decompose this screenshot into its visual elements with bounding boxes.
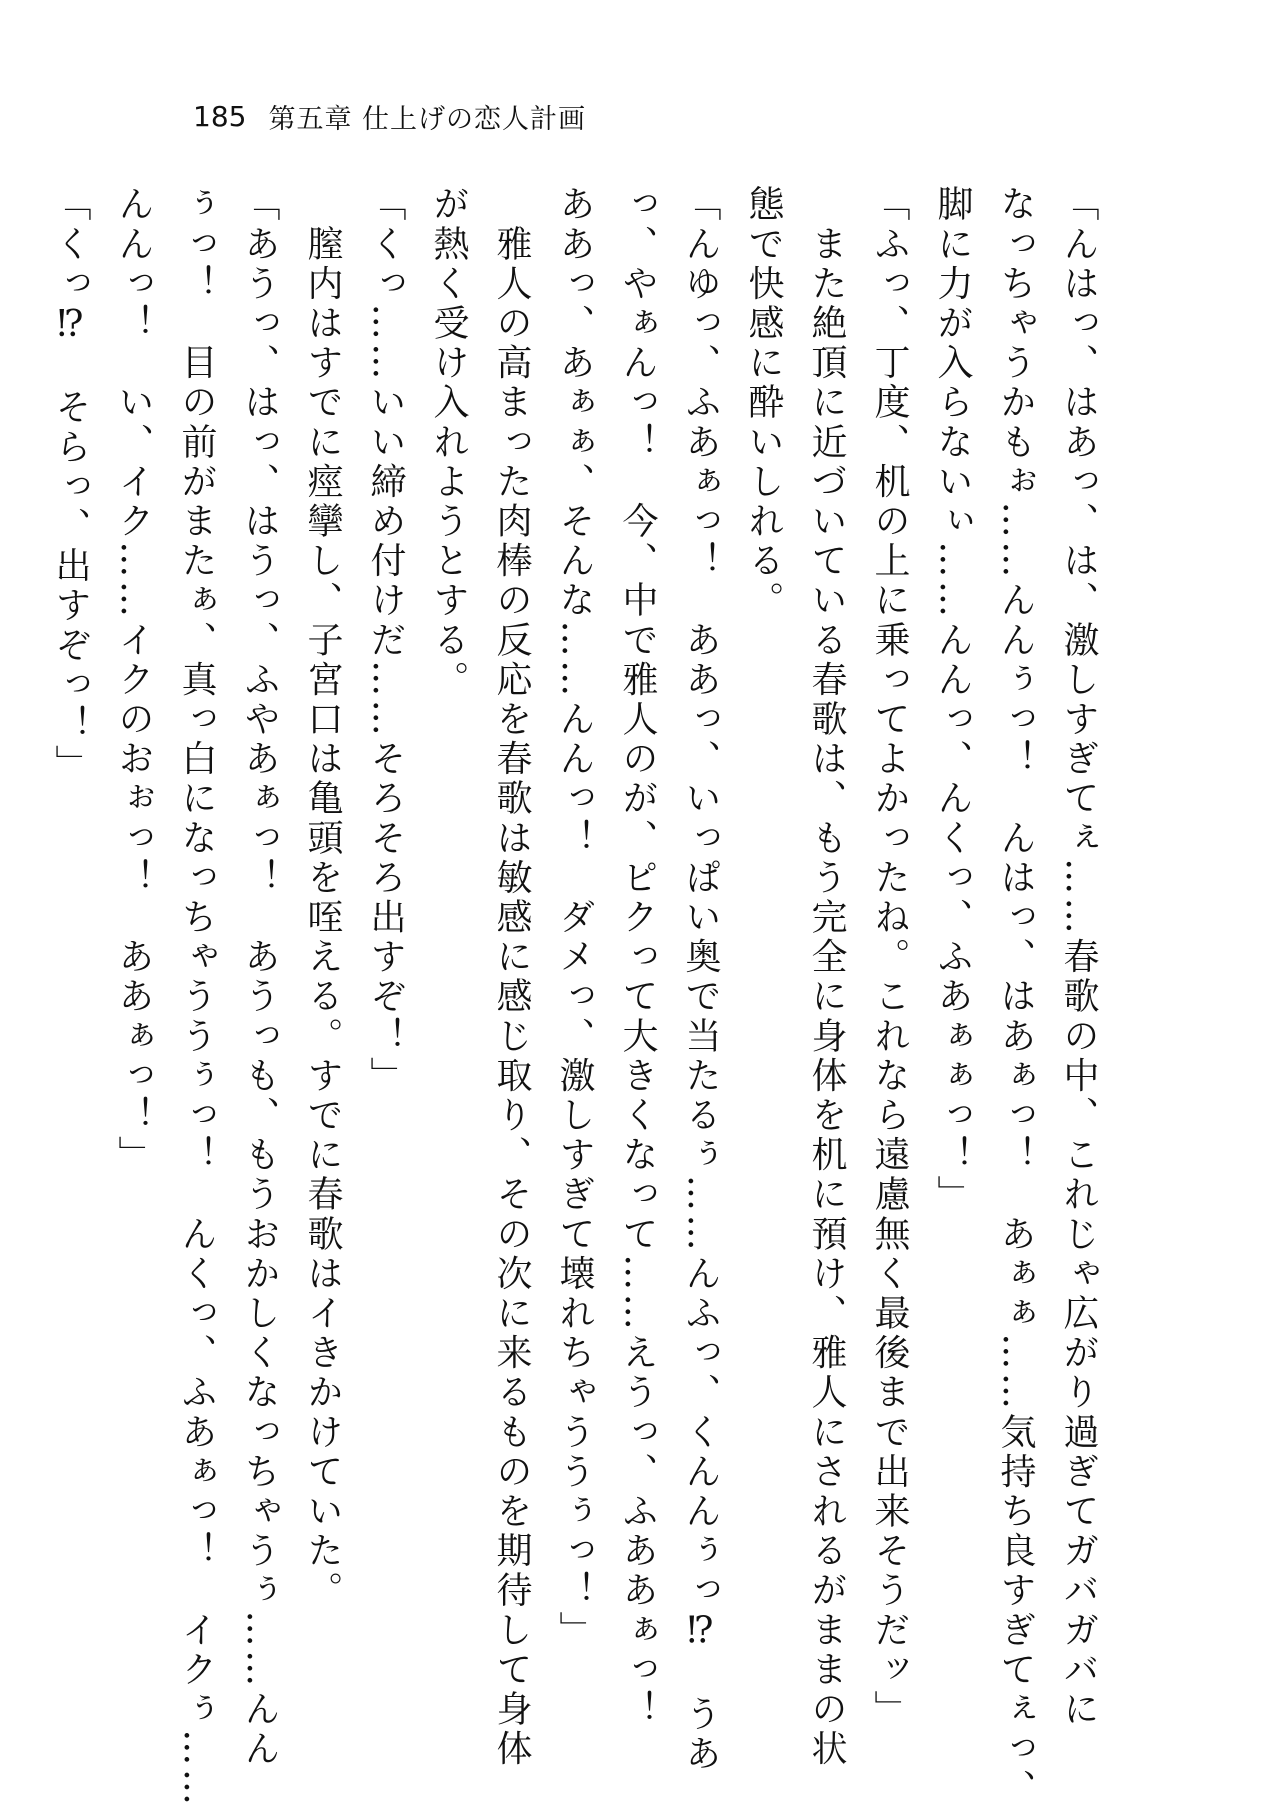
text-line: 脚に力が入らないぃ……んんっ、んくっ、ふあぁぁっ！」 <box>932 185 973 1215</box>
text-line: が熱く受け入れようとする。 <box>428 185 469 700</box>
text-line: ああっ、あぁぁ、そんな……んんっ！ ダメっ、激しすぎて壊れちゃううぅっ！」 <box>554 185 595 1651</box>
chapter-title: 第五章 仕上げの恋人計画 <box>268 103 587 135</box>
text-line: 膣内はすでに痙攣し、子宮口は亀頭を咥える。すでに春歌はイきかけていた。 <box>302 185 343 1611</box>
text-line: 「んはっ、はあっ、は、激しすぎてぇ……春歌の中、これじゃ広がり過ぎてガバガバに <box>1058 185 1099 1730</box>
text-line: 「んゆっ、ふあぁっ！ ああっ、いっぱい奥で当たるぅ……んふっ、くんんぅっ⁉ うあ <box>680 185 721 1774</box>
text-line: 態で快感に酔いしれる。 <box>743 185 784 621</box>
text-line: 雅人の高まった肉棒の反応を春歌は敏感に感じ取り、その次に来るものを期待して身体 <box>491 185 532 1769</box>
text-line: なっちゃうかもぉ……んんぅっ！ んはっ、はあぁっ！ あぁぁ……気持ち良すぎてぇっ、 <box>995 185 1036 1809</box>
page-number: 185 <box>193 99 247 133</box>
text-line: んんっ！ い、イク……イクのおぉっ！ ああぁっ！」 <box>113 185 154 1175</box>
body-text <box>50 185 1110 1809</box>
text-line: 「くっ……いい締め付けだ……そろそろ出すぞ！」 <box>365 185 406 1096</box>
text-line: 「くっ⁉ そらっ、出すぞっ！」 <box>50 185 91 784</box>
text-line: 「ふっ、丁度、机の上に乗ってよかったね。これなら遠慮無く最後まで出来そうだッ」 <box>869 185 910 1730</box>
text-line: また絶頂に近づいている春歌は、もう完全に身体を机に預け、雅人にされるがままの状 <box>806 185 847 1769</box>
text-line: っ、やぁんっ！ 今、中で雅人のが、ピクって大きくなって……えうっ、ふああぁっ！ <box>617 185 658 1730</box>
text-line: 「あうっ、はっ、はうっ、ふやあぁっ！ あうっも、もうおかしくなっちゃうぅ……んん <box>239 185 280 1769</box>
running-head <box>193 96 586 136</box>
text-line: ぅっ！ 目の前がまたぁ、真っ白になっちゃううぅっ！ んくっ、ふあぁっ！ イクぅ…… <box>176 185 217 1809</box>
